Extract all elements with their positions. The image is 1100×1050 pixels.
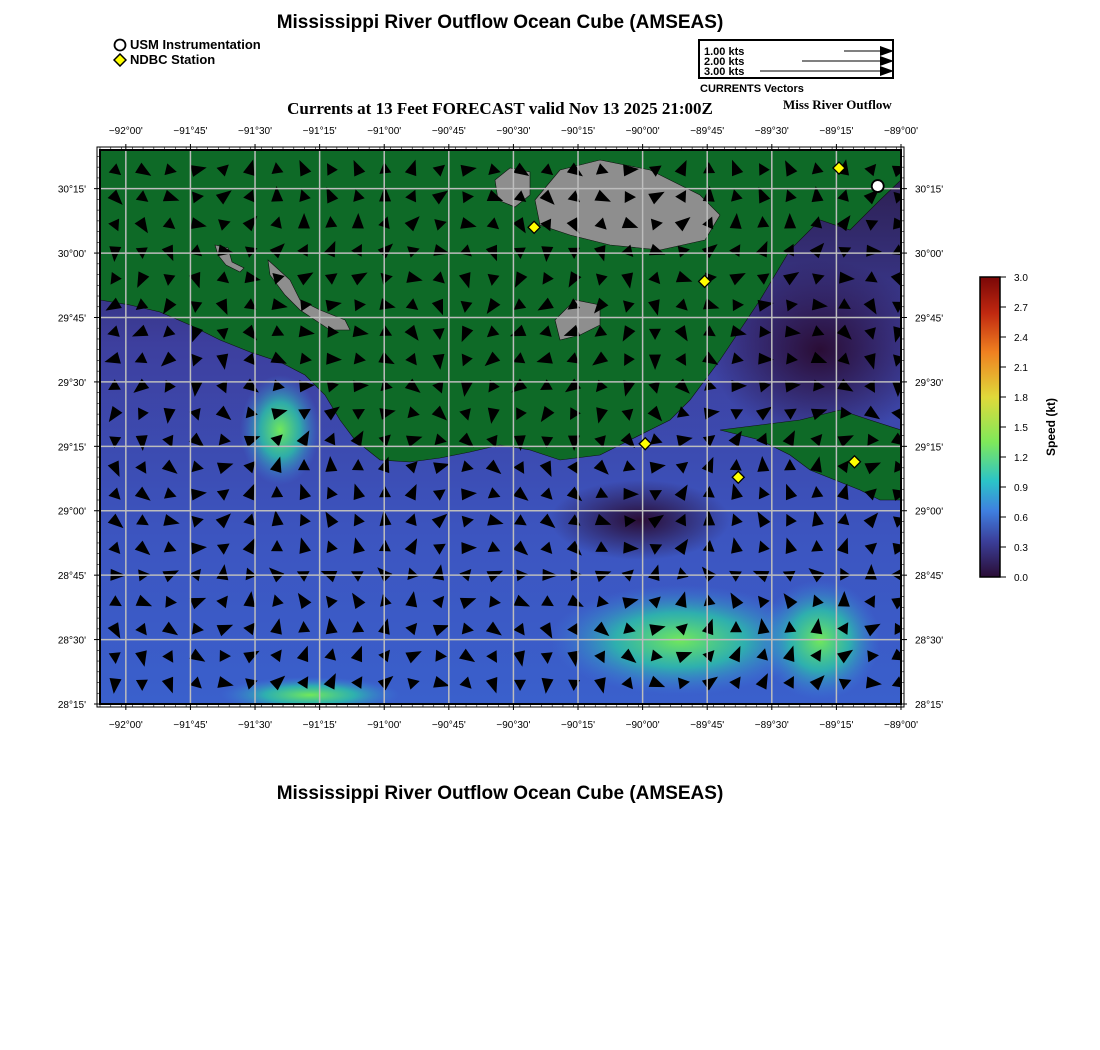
lat-tick-label-right: 28°45' (915, 571, 944, 583)
vector-key-label-2: 2.00 kts (704, 56, 745, 68)
colorbar-ticks (1000, 273, 1028, 584)
colorbar-tick-label: 0.6 (1014, 513, 1028, 524)
vector-key-caption: CURRENTS Vectors (700, 83, 804, 95)
colorbar-tick-label: 2.1 (1014, 363, 1028, 374)
colorbar-tick-label: 0.9 (1014, 483, 1028, 494)
colorbar-tick-label: 3.0 (1014, 273, 1028, 284)
lat-tick-label-left: 28°30' (57, 635, 86, 647)
lon-tick-label-top: −89°00' (884, 126, 918, 137)
map-subtitle: Currents at 13 Feet FORECAST valid Nov 13 2025 21:00Z (287, 99, 713, 118)
lon-tick-label-bottom: −92°00' (108, 720, 143, 731)
usm-station-marker (872, 180, 884, 192)
colorbar-tick-label: 2.4 (1014, 333, 1028, 344)
figure-title: Mississippi River Outflow Ocean Cube (AMSEAS) (276, 12, 724, 33)
colorbar-ramp (980, 277, 1000, 577)
lon-tick-label-bottom: −90°30' (496, 720, 531, 731)
colorbar-tick-label: 0.0 (1014, 573, 1028, 584)
lat-tick-label-right: 29°15' (915, 442, 944, 454)
lat-tick-label-left: 29°45' (57, 313, 86, 325)
lon-tick-label-bottom: −91°45' (173, 720, 208, 731)
region-label: Miss River Outflow (783, 97, 892, 112)
lon-tick-label-bottom: −89°30' (754, 720, 789, 731)
lat-tick-label-left: 30°00' (57, 249, 86, 261)
lat-tick-label-left: 29°00' (57, 506, 86, 518)
figure-title-repeat: Mississippi River Outflow Ocean Cube (AMSEAS) (276, 783, 724, 804)
colorbar-tick-label: 0.3 (1014, 543, 1028, 554)
lon-tick-label-bottom: −90°15' (561, 720, 596, 731)
lat-tick-label-right: 29°30' (915, 377, 944, 389)
speed-colorbar (960, 268, 1070, 588)
lat-tick-label-left: 29°15' (57, 442, 86, 454)
legend-usm-label: USM Instrumentation (130, 37, 261, 52)
lon-tick-label-top: −90°15' (561, 126, 596, 137)
lon-tick-label-bottom: −91°30' (238, 720, 273, 731)
lat-tick-label-left: 28°45' (57, 571, 86, 583)
lon-tick-label-top: −91°45' (173, 126, 208, 137)
lon-tick-label-bottom: −89°00' (884, 720, 918, 731)
lon-tick-label-top: −91°00' (367, 126, 402, 137)
lon-tick-label-top: −91°15' (302, 126, 337, 137)
lat-tick-label-right: 28°30' (915, 635, 944, 647)
lon-tick-label-bottom: −89°45' (690, 720, 725, 731)
lon-tick-label-top: −90°30' (496, 126, 531, 137)
lon-tick-label-top: −90°00' (625, 126, 660, 137)
lat-tick-label-left: 30°15' (57, 184, 86, 196)
lat-tick-label-right: 28°15' (915, 700, 944, 711)
colorbar-tick-label: 1.8 (1014, 393, 1028, 404)
lon-tick-label-bottom: −91°15' (302, 720, 337, 731)
lon-tick-label-bottom: −90°45' (431, 720, 466, 731)
lat-tick-label-left: 29°30' (57, 377, 86, 389)
lon-tick-label-top: −89°45' (690, 126, 725, 137)
legend-ndbc-label: NDBC Station (130, 52, 216, 67)
colorbar-tick-label: 1.2 (1014, 453, 1028, 464)
lat-tick-label-right: 29°45' (915, 313, 944, 325)
colorbar-tick-label: 1.5 (1014, 423, 1028, 434)
vector-key-label-3: 3.00 kts (704, 66, 745, 78)
colorbar-tick-label: 2.7 (1014, 303, 1028, 314)
lon-tick-label-top: −92°00' (108, 126, 143, 137)
lon-tick-label-bottom: −90°00' (625, 720, 660, 731)
lon-tick-label-bottom: −91°00' (367, 720, 402, 731)
lon-tick-label-top: −91°30' (238, 126, 273, 137)
lat-tick-label-right: 30°00' (915, 249, 944, 261)
lon-tick-label-top: −89°15' (819, 126, 854, 137)
colorbar-label: Speed (kt) (1044, 397, 1058, 457)
lat-tick-label-right: 30°15' (915, 184, 944, 196)
lon-tick-label-bottom: −89°15' (819, 720, 854, 731)
lon-tick-label-top: −90°45' (431, 126, 466, 137)
lat-tick-label-right: 29°00' (915, 506, 944, 518)
lat-tick-label-left: 28°15' (57, 700, 86, 711)
vector-key-label-1: 1.00 kts (704, 46, 745, 58)
lon-tick-label-top: −89°30' (754, 126, 789, 137)
